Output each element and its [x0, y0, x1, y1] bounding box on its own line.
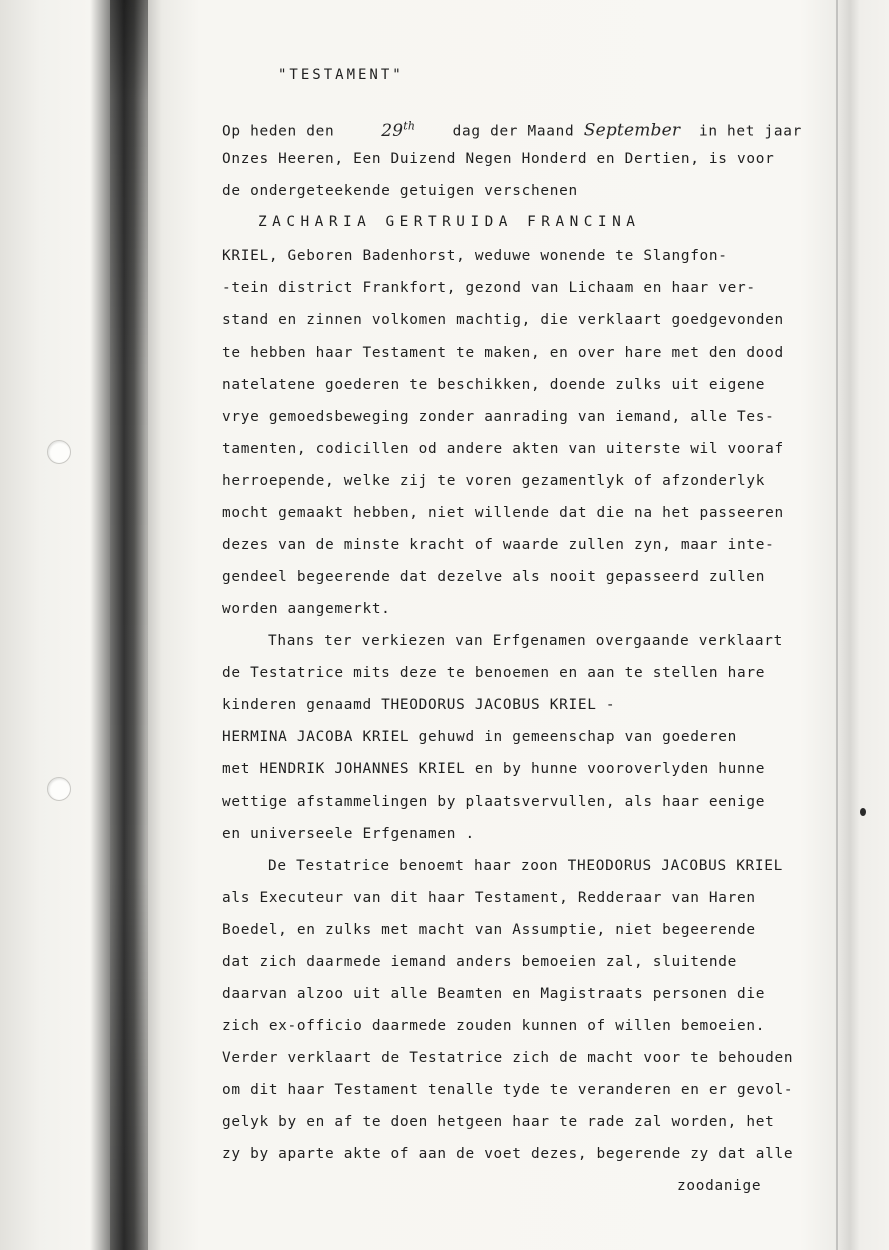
- text-line: kinderen genaamd THEODORUS JACOBUS KRIEL -: [222, 697, 616, 713]
- punch-hole-top: [47, 440, 71, 464]
- text-line: met HENDRIK JOHANNES KRIEL en by hunne vooroverlyden hunne: [222, 761, 766, 777]
- text-line-1: [222, 120, 802, 140]
- text-line: -tein district Frankfort, gezond van Lichaam en haar ver-: [222, 280, 756, 296]
- text-line: de Testatrice mits deze te benoemen en aan te stellen hare: [222, 665, 766, 681]
- text-line-paragraph-start: De Testatrice benoemt haar zoon THEODORUS JACOBUS KRIEL: [268, 858, 784, 874]
- text-line: zich ex-officio daarmede zouden kunnen of willen bemoeien.: [222, 1018, 766, 1034]
- line1-pre: Op heden den: [222, 123, 335, 140]
- line1-mid: dag der Maand: [452, 123, 575, 140]
- text-line: Verder verklaart de Testatrice zich de macht voor te behouden: [222, 1050, 794, 1066]
- text-line: zy by aparte akte of aan de voet dezes, begerende zy dat alle: [222, 1146, 794, 1162]
- text-line: gendeel begeerende dat dezelve als nooit gepasseerd zullen: [222, 569, 766, 585]
- text-line: de ondergeteekende getuigen verschenen: [222, 183, 578, 199]
- text-line-paragraph-start: Thans ter verkiezen van Erfgenamen overgaande verklaart: [268, 633, 784, 649]
- text-line: gelyk by en af te doen hetgeen haar te rade zal worden, het: [222, 1114, 775, 1130]
- text-line: Boedel, en zulks met macht van Assumptie, niet begeerende: [222, 922, 756, 938]
- text-line: en universeele Erfgenamen .: [222, 826, 475, 842]
- ink-spot: [860, 808, 866, 816]
- text-line: als Executeur van dit haar Testament, Redderaar van Haren: [222, 890, 756, 906]
- text-line: herroepende, welke zij te voren gezamentlyk of afzonderlyk: [222, 473, 766, 489]
- text-line: om dit haar Testament tenalle tyde te veranderen en er gevol-: [222, 1082, 794, 1098]
- text-line-catchword: zoodanige: [677, 1178, 762, 1194]
- scan-shadow-strip: [110, 0, 148, 1250]
- day-value: 29: [381, 120, 404, 141]
- text-line: vrye gemoedsbeweging zonder aanrading van iemand, alle Tes-: [222, 409, 775, 425]
- text-line: mocht gemaakt hebben, niet willende dat die na het passeeren: [222, 505, 784, 521]
- text-line: HERMINA JACOBA KRIEL gehuwd in gemeenschap van goederen: [222, 729, 738, 745]
- text-line: stand en zinnen volkomen machtig, die verklaart goedgevonden: [222, 312, 784, 328]
- text-line: dat zich daarmede iemand anders bemoeien zal, sluitende: [222, 954, 738, 970]
- text-line: daarvan alzoo uit alle Beamten en Magistraats personen die: [222, 986, 766, 1002]
- text-line: Onzes Heeren, Een Duizend Negen Honderd en Dertien, is voor: [222, 151, 775, 167]
- text-line: dezes van de minste kracht of waarde zullen zyn, maar inte-: [222, 537, 775, 553]
- text-line: te hebben haar Testament te maken, en over hare met den dood: [222, 345, 784, 361]
- document-title: "TESTAMENT": [278, 67, 404, 83]
- text-line: tamenten, codicillen od andere akten van uiterste wil vooraf: [222, 441, 784, 457]
- text-line: wettige afstammelingen by plaatsvervullen, als haar eenige: [222, 794, 766, 810]
- text-line: KRIEL, Geboren Badenhorst, weduwe wonende te Slangfon-: [222, 248, 728, 264]
- text-line: worden aangemerkt.: [222, 601, 391, 617]
- page-edge-line: [836, 0, 838, 1250]
- handwritten-day: [381, 121, 415, 141]
- punch-hole-bottom: [47, 777, 71, 801]
- text-line-name: ZACHARIA GERTRUIDA FRANCINA: [258, 214, 641, 230]
- line1-post: in het jaar: [698, 123, 802, 140]
- day-suffix: th: [403, 119, 416, 132]
- text-line: natelatene goederen te beschikken, doende zulks uit eigene: [222, 377, 766, 393]
- handwritten-month: September: [583, 120, 681, 141]
